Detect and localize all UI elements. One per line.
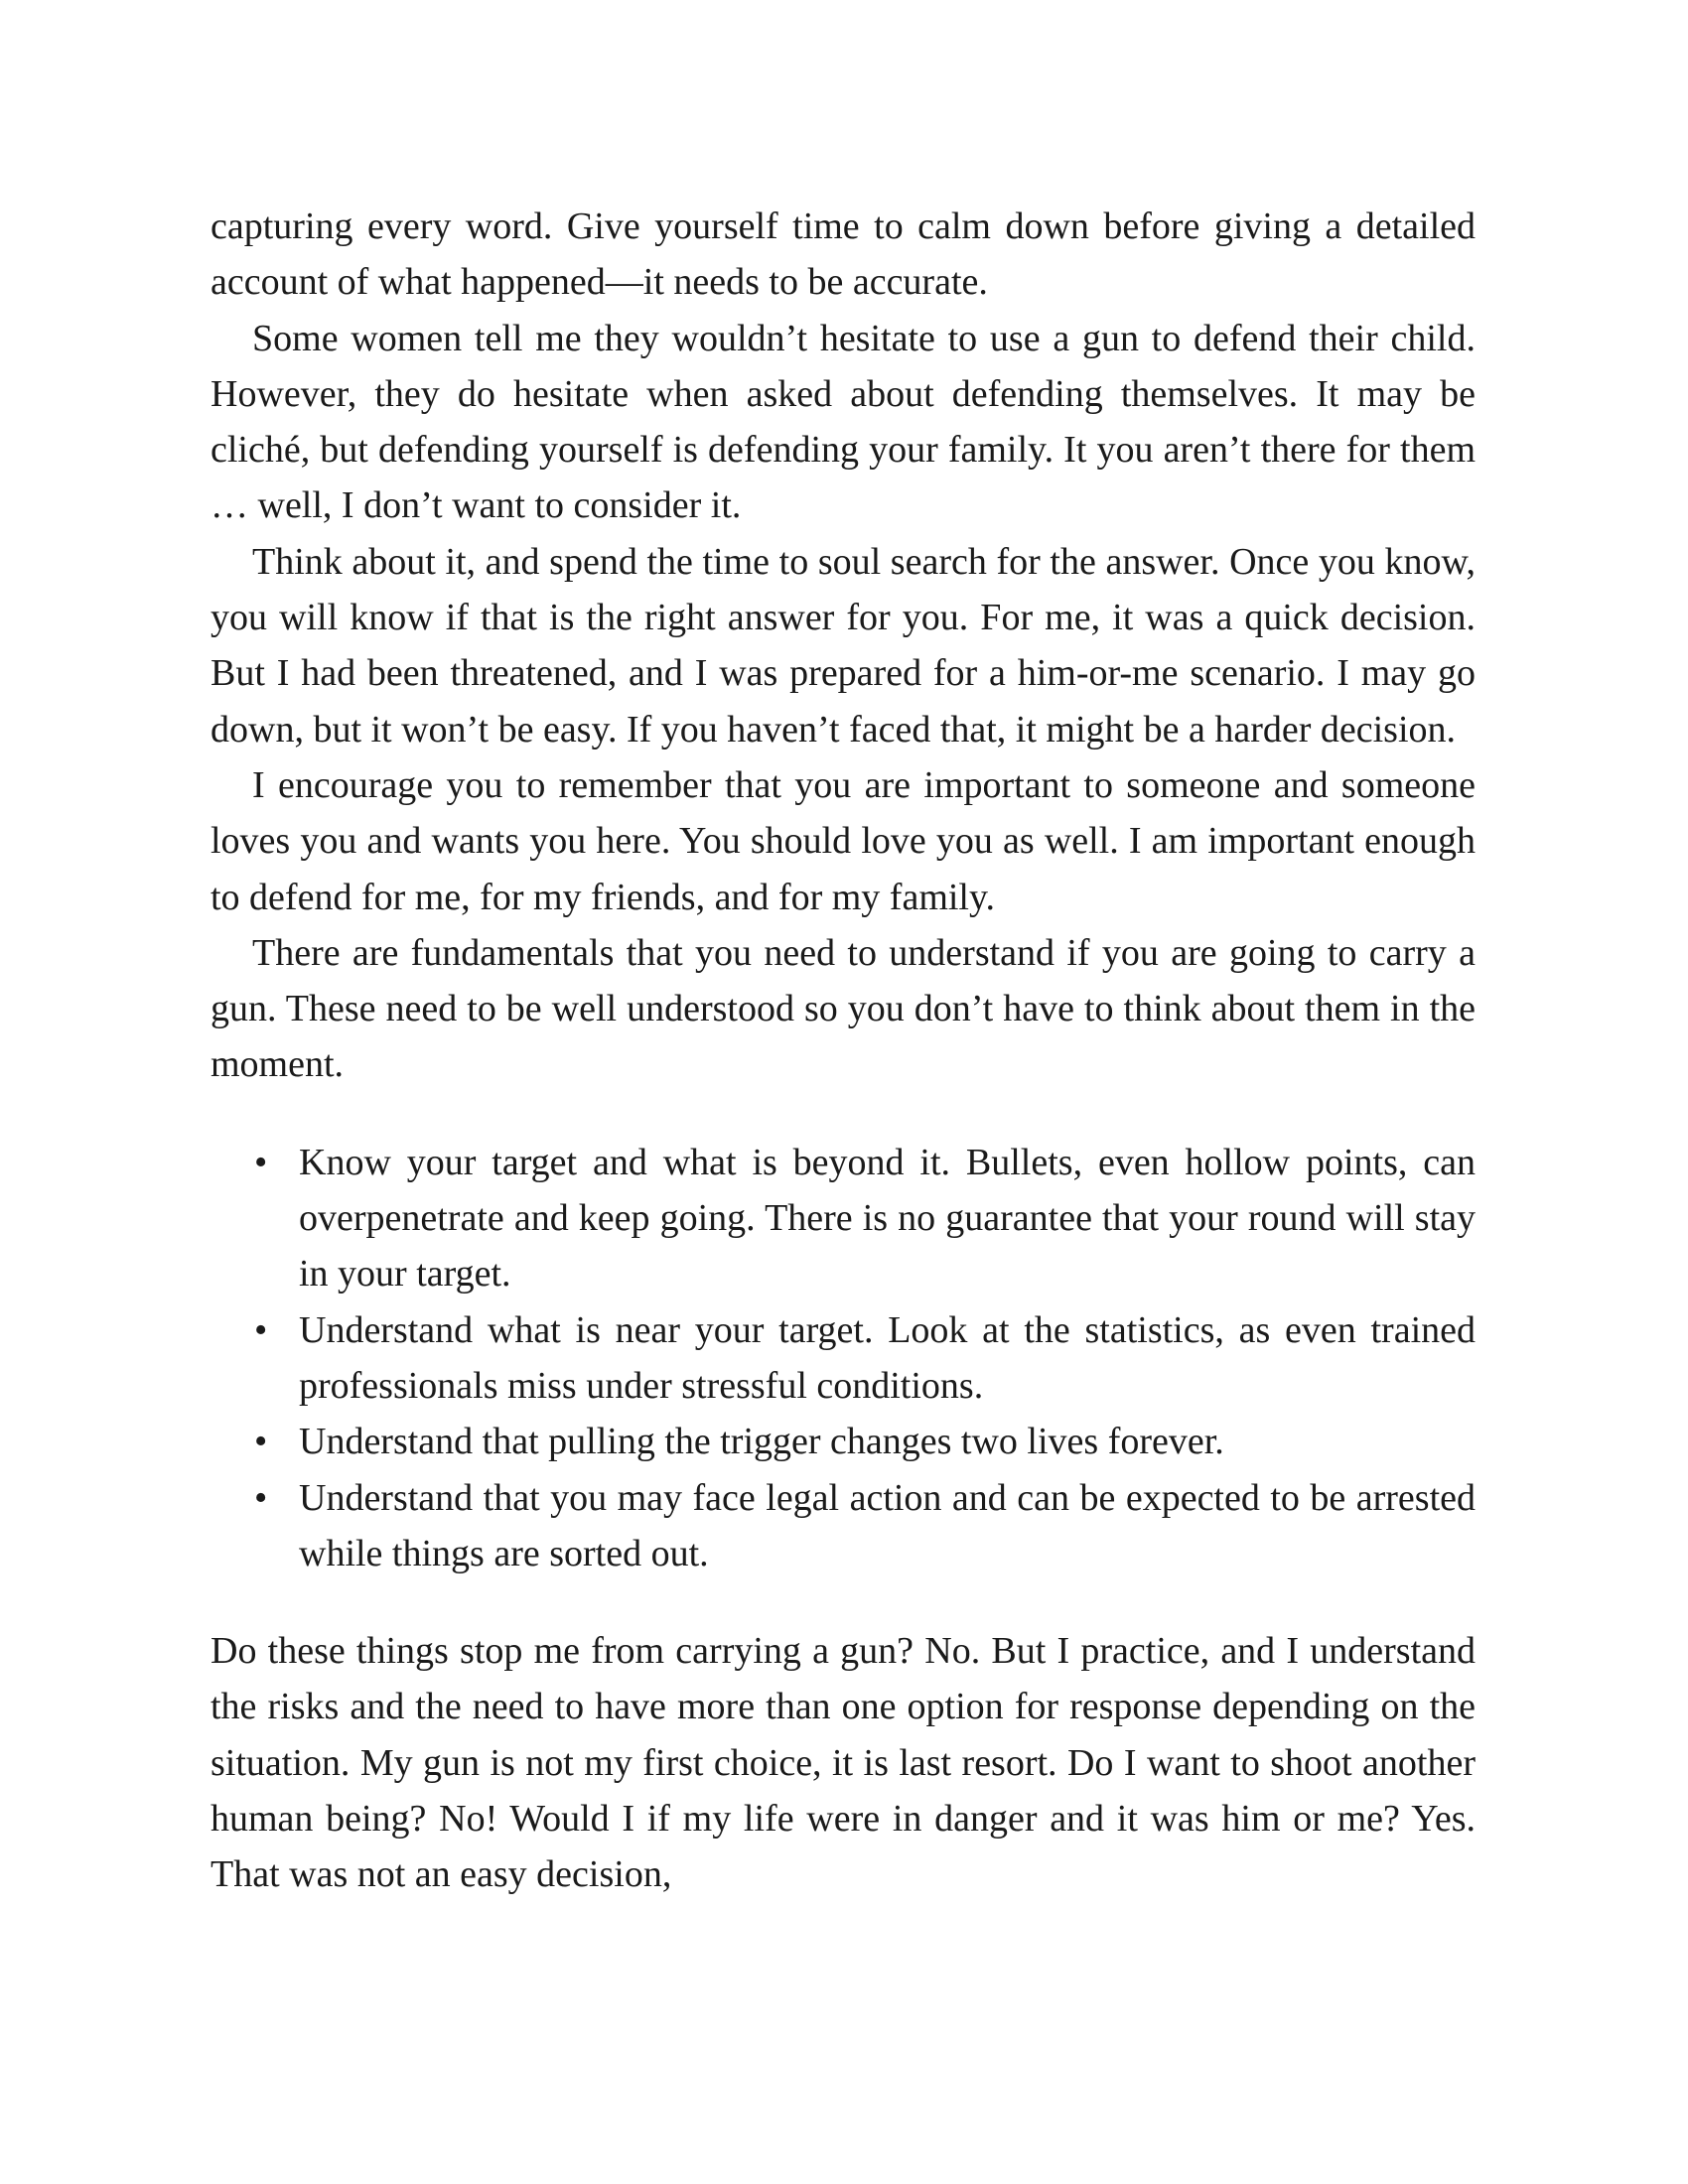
body-paragraph: Do these things stop me from carrying a gun? No. But I practice, and I understand the risks and the need to have more than one option for response depending on the situation. My gun is not my first choice, it is last resort. Do I want to shoot another human being? No! Would I if my life were in danger and it was him or me? Yes. That was not an easy decision, xyxy=(211,1630,1476,1896)
list-item-text: Understand that pulling the trigger changes two lives forever. xyxy=(299,1421,1224,1463)
bullet-icon: • xyxy=(254,1476,268,1519)
list-item-text: Understand that you may face legal action and can be expected to be arrested while things are sorted out. xyxy=(299,1476,1476,1574)
book-page xyxy=(211,199,1476,1903)
list-item-text: Know your target and what is beyond it. Bullets, even hollow points, can overpenetrate and keep going. There is no guarantee that your round will stay in your target. xyxy=(299,1141,1476,1296)
list-item xyxy=(254,1302,1476,1415)
body-paragraph: I encourage you to remember that you are important to someone and someone loves you and wants you here. You should love you as well. I am important enough to defend for me, for my friends, and for my family. xyxy=(211,763,1476,918)
list-item xyxy=(254,1470,1476,1582)
body-paragraph: There are fundamentals that you need to understand if you are going to carry a gun. These need to be well understood so you don’t have to think about them in the moment. xyxy=(211,931,1476,1086)
bullet-icon: • xyxy=(254,1421,268,1463)
bullet-icon: • xyxy=(254,1141,268,1183)
bullet-icon: • xyxy=(254,1308,268,1351)
bullet-list xyxy=(211,1135,1476,1581)
body-paragraph: Some women tell me they wouldn’t hesitate to use a gun to defend their child. However, they do hesitate when asked about defending themselves. It may be cliché, but defending yourself is defending your family. It you aren’t there for them … well, I don’t want to consider it. xyxy=(211,317,1476,527)
list-item-text: Understand what is near your target. Look at the statistics, as even trained professionals miss under stressful conditions. xyxy=(299,1308,1476,1407)
list-item xyxy=(254,1135,1476,1302)
body-paragraph: Think about it, and spend the time to soul search for the answer. Once you know, you will know if that is the right answer for you. For me, it was a quick decision. But I had been threatened, and I was prepared for a him-or-me scenario. I may go down, but it won’t be easy. If you haven’t faced that, it might be a harder decision. xyxy=(211,540,1476,751)
list-item xyxy=(254,1414,1476,1469)
body-paragraph: capturing every word. Give yourself time to calm down before giving a detailed account of what happened—it needs to be accurate. xyxy=(211,205,1476,304)
